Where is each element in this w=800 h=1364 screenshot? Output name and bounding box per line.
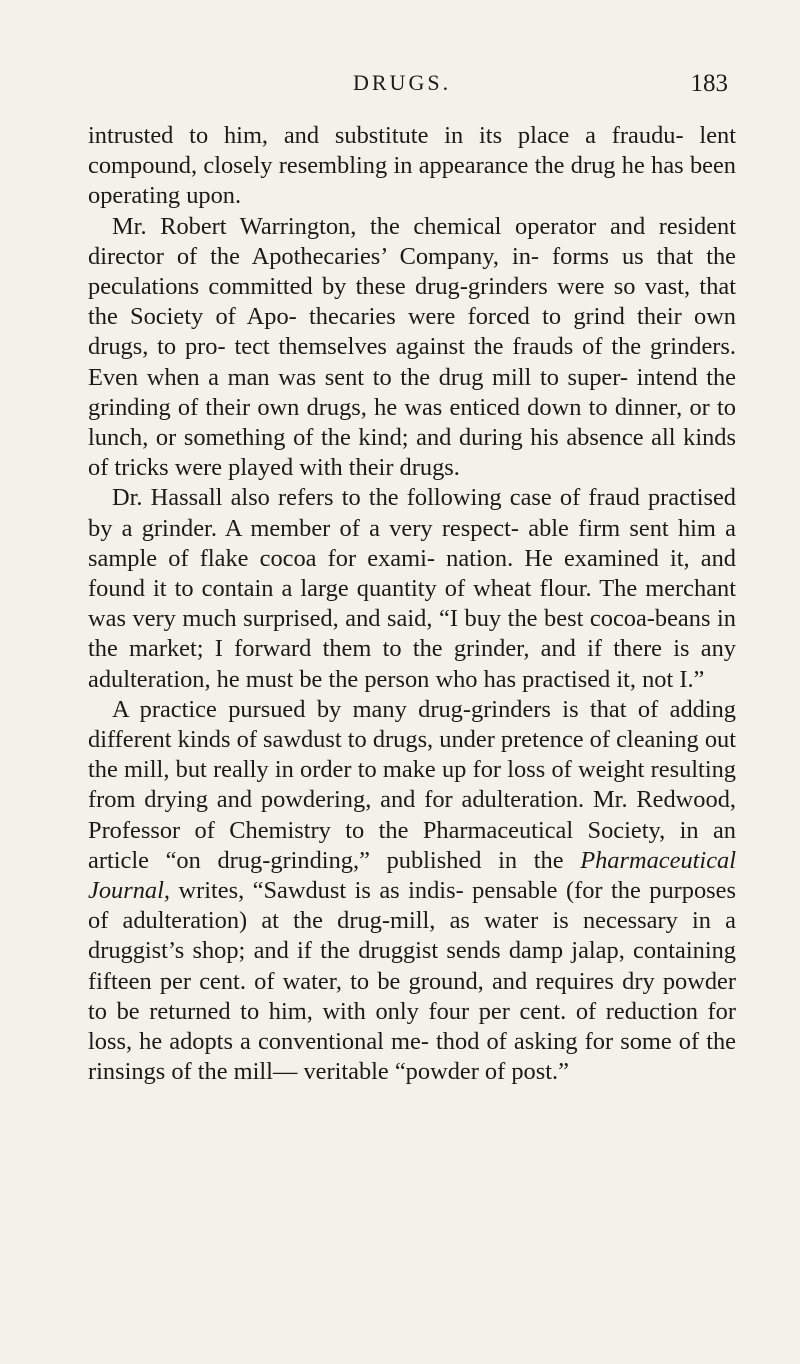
paragraph-3: Dr. Hassall also refers to the following case of fraud practised by a grinder. A member of a very respect- able firm sent him a sample of flake cocoa for exami- nation. He examined it, and found it to contain a large quantity of wheat flour. The merchant was very much surprised, and said, “I buy the best cocoa-beans in the market; I forward them to the grinder, and if there is any adulteration, he must be the person who has practised it, not I.” (88, 484, 736, 693)
page-number: 183 (690, 70, 728, 97)
running-title: DRUGS. (353, 70, 452, 95)
body-text (88, 121, 736, 1088)
paragraph-4-start: A practice pursued by many drug-grinders is that of adding different kinds of sawdust to drugs, under pretence of cleaning out the mill, but really in order to make up for loss of weight resulting from drying and powdering, and for adulteration. Mr. Redwood, Professor of Chemistry to the Pharmaceutical Society, in an article “on drug-grinding,” published in the (88, 695, 736, 874)
running-head (88, 70, 728, 104)
paragraph-2: Mr. Robert Warrington, the chemical operator and resident director of the Apothecaries’ Company, in- forms us that the peculations committed by these drug-grinders were so vast, that the Society of Apo- thecaries were forced to grind their own drugs, to pro- tect themselves against the frauds of the grinders. Even when a man was sent to the drug mill to super- intend the grinding of their own drugs, he was enticed down to dinner, or to lunch, or something of the kind; and during his absence all kinds of tricks were played with their drugs. (88, 212, 736, 482)
paragraph-4-end: writes, “Sawdust is as indis- pensable (for the purposes of adulteration) at the drug-mill, as water is necessary in a druggist’s shop; and if the druggist sends damp jalap, containing fifteen per cent. of water, to be ground, and requires dry powder to be returned to him, with only four per cent. of reduction for loss, he adopts a conventional me- thod of asking for some of the rinsings of the mill— veritable “powder of post.” (88, 877, 736, 1086)
paragraph-1: intrusted to him, and substitute in its place a fraudu- lent compound, closely resembling in appearance the drug he has been operating upon. (88, 122, 736, 210)
journal-title: Pharmaceutical Journal, (88, 846, 736, 905)
paragraph-4 (88, 695, 736, 1088)
